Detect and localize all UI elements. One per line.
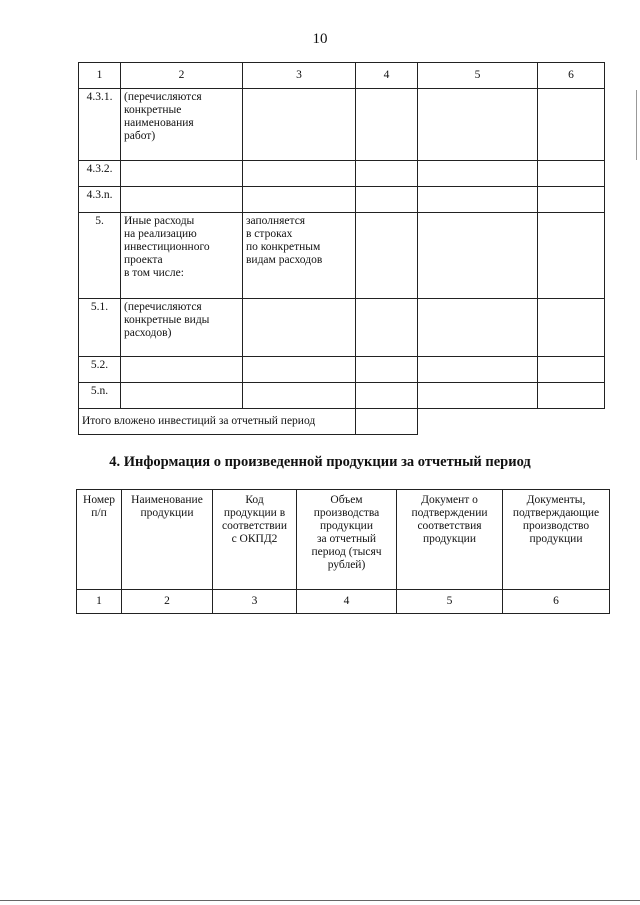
- total-label: Итого вложено инвестиций за отчетный период: [79, 409, 356, 435]
- table-index-row: [77, 590, 610, 614]
- total-value-cell: [356, 409, 418, 435]
- empty-cell: [418, 383, 538, 409]
- index-cell: 5: [397, 590, 503, 614]
- table-row: [79, 213, 605, 299]
- empty-cell: [538, 357, 605, 383]
- row-number: 5.2.: [79, 357, 121, 383]
- empty-cell: [356, 213, 418, 299]
- header-conformity-document: Документ о подтверждении соответствия продукции: [397, 490, 503, 590]
- empty-cell: [418, 357, 538, 383]
- row-note: [243, 299, 356, 357]
- row-note: заполняется в строках по конкретным видам расходов: [243, 213, 356, 299]
- table-row: [79, 161, 605, 187]
- row-number: 4.3.2.: [79, 161, 121, 187]
- index-cell: 2: [122, 590, 213, 614]
- empty-cell: [538, 383, 605, 409]
- production-table: [76, 489, 610, 614]
- row-name: [121, 357, 243, 383]
- empty-cell: [356, 357, 418, 383]
- section-title: 4. Информация о произведенной продукции за отчетный период: [109, 454, 531, 470]
- header-cell: 6: [538, 63, 605, 89]
- row-note: [243, 357, 356, 383]
- empty-cell: [418, 299, 538, 357]
- table-header-row: [77, 490, 610, 590]
- header-cell: 5: [418, 63, 538, 89]
- page-bottom-line: [0, 900, 640, 901]
- empty-cell: [418, 161, 538, 187]
- row-note: [243, 161, 356, 187]
- empty-cell: [538, 299, 605, 357]
- header-number: Номер п/п: [77, 490, 122, 590]
- empty-cell: [356, 299, 418, 357]
- empty-cell: [538, 213, 605, 299]
- row-number: 4.3.1.: [79, 89, 121, 161]
- header-product-name: Наименование продукции: [122, 490, 213, 590]
- table-row: [79, 187, 605, 213]
- row-name: [121, 383, 243, 409]
- header-production-volume: Объем производства продукции за отчетный период (тысяч рублей): [297, 490, 397, 590]
- index-cell: 3: [213, 590, 297, 614]
- empty-cell: [538, 187, 605, 213]
- index-cell: 1: [77, 590, 122, 614]
- row-note: [243, 383, 356, 409]
- row-number: 5.1.: [79, 299, 121, 357]
- table-header-row: [79, 63, 605, 89]
- table-row: [79, 383, 605, 409]
- empty-cell: [538, 89, 605, 161]
- row-number: 5.n.: [79, 383, 121, 409]
- index-cell: 4: [297, 590, 397, 614]
- empty-cell: [356, 187, 418, 213]
- page-number: 10: [312, 31, 328, 47]
- header-production-documents: Документы, подтверждающие производство продукции: [503, 490, 610, 590]
- header-cell: 2: [121, 63, 243, 89]
- empty-cell: [418, 187, 538, 213]
- row-note: [243, 89, 356, 161]
- row-number: 5.: [79, 213, 121, 299]
- scan-edge-line: [636, 90, 637, 160]
- empty-cell: [356, 383, 418, 409]
- row-number: 4.3.n.: [79, 187, 121, 213]
- table-row: [79, 299, 605, 357]
- total-row: [79, 409, 605, 435]
- header-cell: 3: [243, 63, 356, 89]
- row-note: [243, 187, 356, 213]
- empty-cell: [356, 161, 418, 187]
- row-name: [121, 187, 243, 213]
- empty-cell: [418, 213, 538, 299]
- row-name: (перечисляются конкретные наименования работ): [121, 89, 243, 161]
- row-name: (перечисляются конкретные виды расходов): [121, 299, 243, 357]
- table-row: [79, 357, 605, 383]
- row-name: Иные расходы на реализацию инвестиционного проекта в том числе:: [121, 213, 243, 299]
- empty-cell: [418, 89, 538, 161]
- table-row: [79, 89, 605, 161]
- header-cell: 4: [356, 63, 418, 89]
- header-cell: 1: [79, 63, 121, 89]
- row-name: [121, 161, 243, 187]
- investment-table: [78, 62, 605, 435]
- empty-cell: [356, 89, 418, 161]
- header-okpd2-code: Код продукции в соответствии с ОКПД2: [213, 490, 297, 590]
- index-cell: 6: [503, 590, 610, 614]
- empty-cell: [538, 161, 605, 187]
